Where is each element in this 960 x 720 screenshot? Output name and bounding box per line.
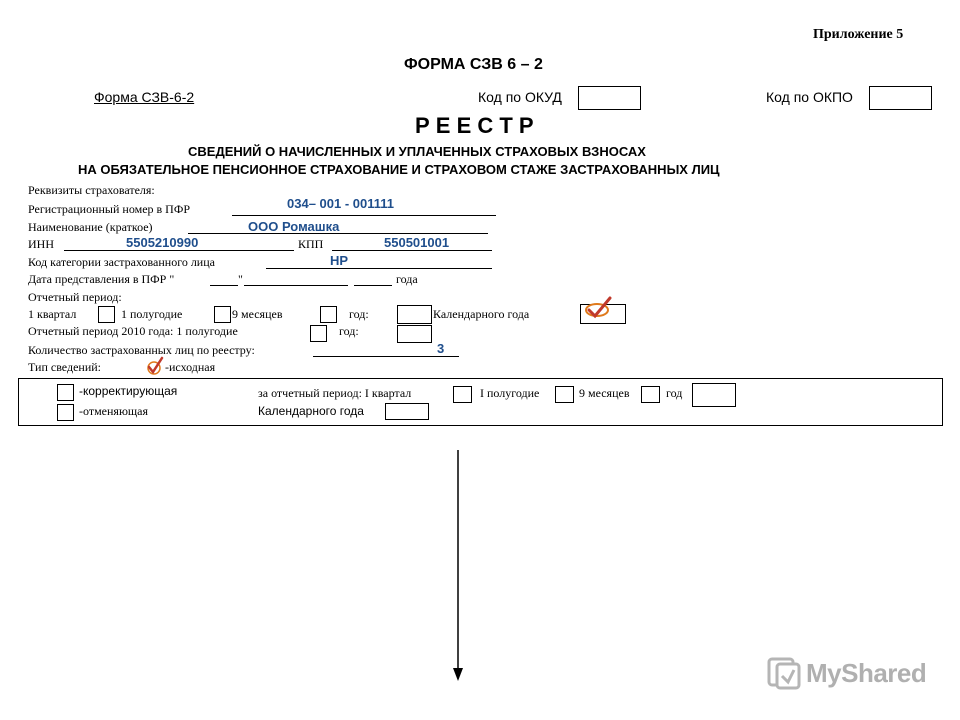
- date-label: Дата представления в ПФР ": [28, 272, 175, 286]
- reg-number-label: Регистрационный номер в ПФР: [28, 202, 190, 216]
- date-year-underline[interactable]: [354, 285, 392, 286]
- period-q1-checkbox[interactable]: [98, 306, 115, 323]
- kpp-label: КПП: [298, 237, 324, 251]
- period-label: Отчетный период:: [28, 290, 122, 304]
- watermark-brand: MyShared: [806, 658, 927, 688]
- date-year-label: года: [396, 272, 418, 286]
- reg-number-value[interactable]: 034– 001 - 001111: [287, 196, 395, 211]
- category-value[interactable]: НР: [330, 253, 349, 268]
- count-underline: [313, 356, 459, 357]
- form-code-label: Форма СЗВ-6-2: [94, 89, 195, 105]
- checkmark-icon: [146, 356, 164, 376]
- correction-calendar-checkbox[interactable]: [385, 403, 429, 420]
- period-year-input[interactable]: [397, 305, 432, 324]
- count-label: Количество застрахованных лиц по реестру:: [28, 343, 255, 357]
- okpo-input-box[interactable]: [869, 86, 932, 110]
- correction-calendar-label: Календарного года: [258, 404, 364, 418]
- corrective-label: -корректирующая: [79, 384, 178, 398]
- down-arrow-icon: [450, 450, 466, 682]
- period-2010-label: Отчетный период 2010 года: 1 полугодие: [28, 324, 238, 338]
- okpo-label: Код по ОКПО: [766, 89, 853, 105]
- date-month-underline[interactable]: [244, 285, 348, 286]
- period-h1-label: 1 полугодие: [121, 307, 183, 321]
- cancelling-checkbox[interactable]: [57, 404, 74, 421]
- title-line-2: НА ОБЯЗАТЕЛЬНОЕ ПЕНСИОННОЕ СТРАХОВАНИЕ И СТРАХОВОМ СТАЖЕ ЗАСТРАХОВАННЫХ ЛИЦ: [78, 162, 720, 177]
- count-value[interactable]: 3: [437, 341, 445, 356]
- calendar-year-label: Календарного года: [433, 307, 530, 321]
- cancelling-label: -отменяющая: [79, 404, 148, 418]
- kpp-value[interactable]: 550501001: [384, 235, 450, 250]
- registry-title: Р Е Е С Т Р: [415, 113, 534, 138]
- okud-label: Код по ОКУД: [478, 89, 562, 105]
- type-original-label: -исходная: [165, 360, 216, 374]
- corrective-checkbox[interactable]: [57, 384, 74, 401]
- inn-label: ИНН: [28, 237, 54, 251]
- period-2010-year-label: год:: [339, 324, 359, 338]
- name-value[interactable]: ООО Ромашка: [248, 219, 340, 234]
- period-9m-label: 9 месяцев: [232, 307, 283, 321]
- period-h1-checkbox[interactable]: [214, 306, 231, 323]
- correction-h1-label: I полугодие: [480, 386, 540, 400]
- okud-input-box[interactable]: [578, 86, 641, 110]
- date-quote: ": [238, 272, 243, 286]
- period-q1-label: 1 квартал: [28, 307, 77, 321]
- form-title: ФОРМА СЗВ 6 – 2: [404, 56, 543, 73]
- category-label: Код категории застрахованного лица: [28, 255, 215, 269]
- reg-number-underline: [232, 215, 496, 216]
- category-underline: [266, 268, 492, 269]
- inn-value[interactable]: 5505210990: [126, 235, 199, 250]
- correction-year-input[interactable]: [692, 383, 736, 407]
- title-line-1: СВЕДЕНИЙ О НАЧИСЛЕННЫХ И УПЛАЧЕННЫХ СТРАХОВЫХ ВЗНОСАХ: [188, 144, 646, 159]
- appendix-label: Приложение 5: [813, 27, 904, 42]
- kpp-underline: [332, 250, 492, 251]
- date-day-underline[interactable]: [210, 285, 238, 286]
- checkmark-icon: [584, 295, 614, 321]
- type-label: Тип сведений:: [28, 360, 101, 374]
- watermark-logo-icon: [766, 656, 804, 692]
- correction-period-label: за отчетный период: I квартал: [258, 386, 412, 400]
- period-9m-checkbox[interactable]: [320, 306, 337, 323]
- correction-9m-label: 9 месяцев: [579, 386, 630, 400]
- period-year-label: год:: [349, 307, 369, 321]
- correction-h1-checkbox[interactable]: [555, 386, 574, 403]
- name-label: Наименование (краткое): [28, 220, 153, 234]
- inn-underline: [64, 250, 294, 251]
- requisites-label: Реквизиты страхователя:: [28, 183, 155, 197]
- period-2010-year-input[interactable]: [397, 325, 432, 343]
- correction-9m-checkbox[interactable]: [641, 386, 660, 403]
- correction-year-label: год: [666, 386, 683, 400]
- period-2010-h1-checkbox[interactable]: [310, 325, 327, 342]
- correction-q1-checkbox[interactable]: [453, 386, 472, 403]
